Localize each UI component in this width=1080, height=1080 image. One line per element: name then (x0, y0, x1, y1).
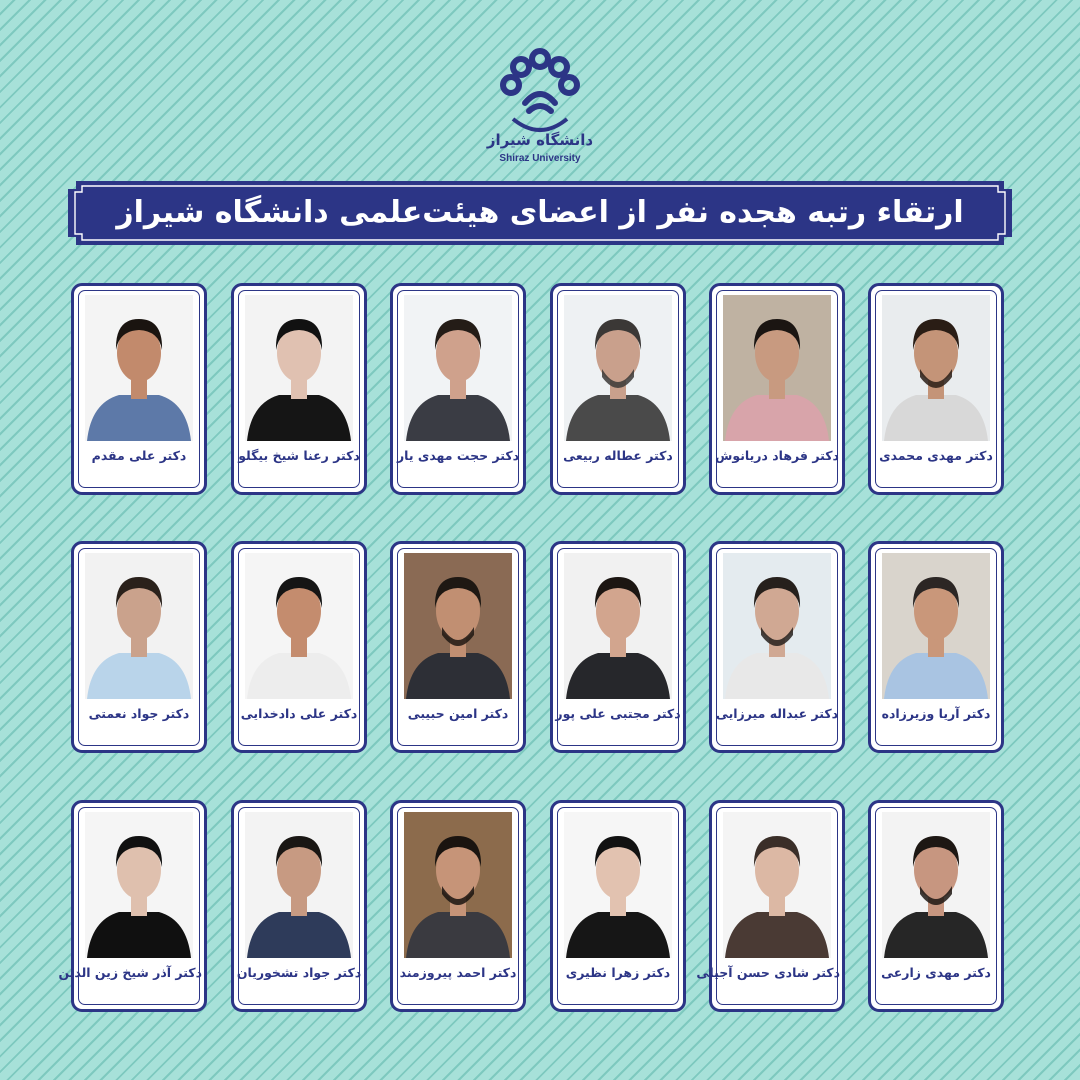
faculty-photo (882, 553, 990, 699)
faculty-name: دکتر علی مقدم (91, 448, 187, 463)
faculty-card (71, 283, 207, 495)
faculty-name: دکتر رعنا شیخ بیگلو (238, 448, 360, 463)
faculty-photo (723, 812, 831, 958)
faculty-photo (882, 295, 990, 441)
faculty-photo (85, 812, 193, 958)
faculty-photo (404, 295, 512, 441)
faculty-photo (404, 553, 512, 699)
faculty-photo (723, 553, 831, 699)
faculty-card (550, 541, 686, 753)
faculty-card (550, 283, 686, 495)
page-title: ارتقاء رتبه هجده نفر از اعضای هیئت‌علمی دانشگاه شیراز (116, 195, 964, 230)
faculty-photo (245, 295, 353, 441)
logo-fa-text: دانشگاه شیراز (486, 131, 594, 149)
university-logo (486, 45, 594, 170)
faculty-card (868, 800, 1004, 1012)
faculty-name: دکتر عطاله ربیعی (563, 448, 673, 463)
faculty-photo (882, 812, 990, 958)
faculty-photo (85, 295, 193, 441)
faculty-photo (564, 295, 672, 441)
faculty-name: دکتر علی دادخدایی (240, 706, 358, 721)
faculty-card (58, 800, 207, 1012)
title-banner (68, 177, 1012, 249)
faculty-name: دکتر امین حبیبی (407, 706, 509, 721)
faculty-card (231, 283, 367, 495)
faculty-photo (723, 295, 831, 441)
faculty-photo (85, 553, 193, 699)
faculty-name: دکتر آذر شیخ زین الدین (58, 965, 202, 980)
faculty-name: دکتر آریا وزیرزاده (881, 706, 991, 721)
faculty-name: دکتر مهدی زارعی (881, 965, 991, 980)
faculty-card (390, 800, 526, 1012)
shiraz-university-emblem-icon (486, 45, 594, 155)
faculty-card (390, 541, 526, 753)
faculty-card (696, 800, 845, 1012)
faculty-name: دکتر مجتبی علی پور (555, 706, 681, 721)
faculty-name: دکتر حجت مهدی یار (396, 448, 520, 463)
faculty-card (71, 541, 207, 753)
faculty-name: دکتر مهدی محمدی (879, 448, 993, 463)
faculty-photo (404, 812, 512, 958)
faculty-card (550, 800, 686, 1012)
faculty-card (231, 541, 367, 753)
faculty-photo (245, 812, 353, 958)
faculty-photo (564, 553, 672, 699)
faculty-photo (245, 553, 353, 699)
faculty-photo (564, 812, 672, 958)
logo-english-text: Shiraz University (499, 153, 581, 164)
faculty-name: دکتر جواد نعمتی (88, 706, 190, 721)
faculty-card (868, 283, 1004, 495)
faculty-name: دکتر شادی حسن آجیلی (696, 965, 840, 980)
faculty-name: دکتر فرهاد دریانوش (715, 448, 839, 463)
faculty-card (868, 541, 1004, 753)
faculty-name: دکتر زهرا نظیری (565, 965, 671, 980)
faculty-name: دکتر جواد تشخوریان (236, 965, 362, 980)
faculty-card (390, 283, 526, 495)
faculty-card (231, 800, 367, 1012)
faculty-name: دکتر احمد پیروزمند (399, 965, 517, 980)
faculty-card (709, 541, 845, 753)
faculty-card (709, 283, 845, 495)
faculty-name: دکتر عبداله میرزایی (715, 706, 839, 721)
